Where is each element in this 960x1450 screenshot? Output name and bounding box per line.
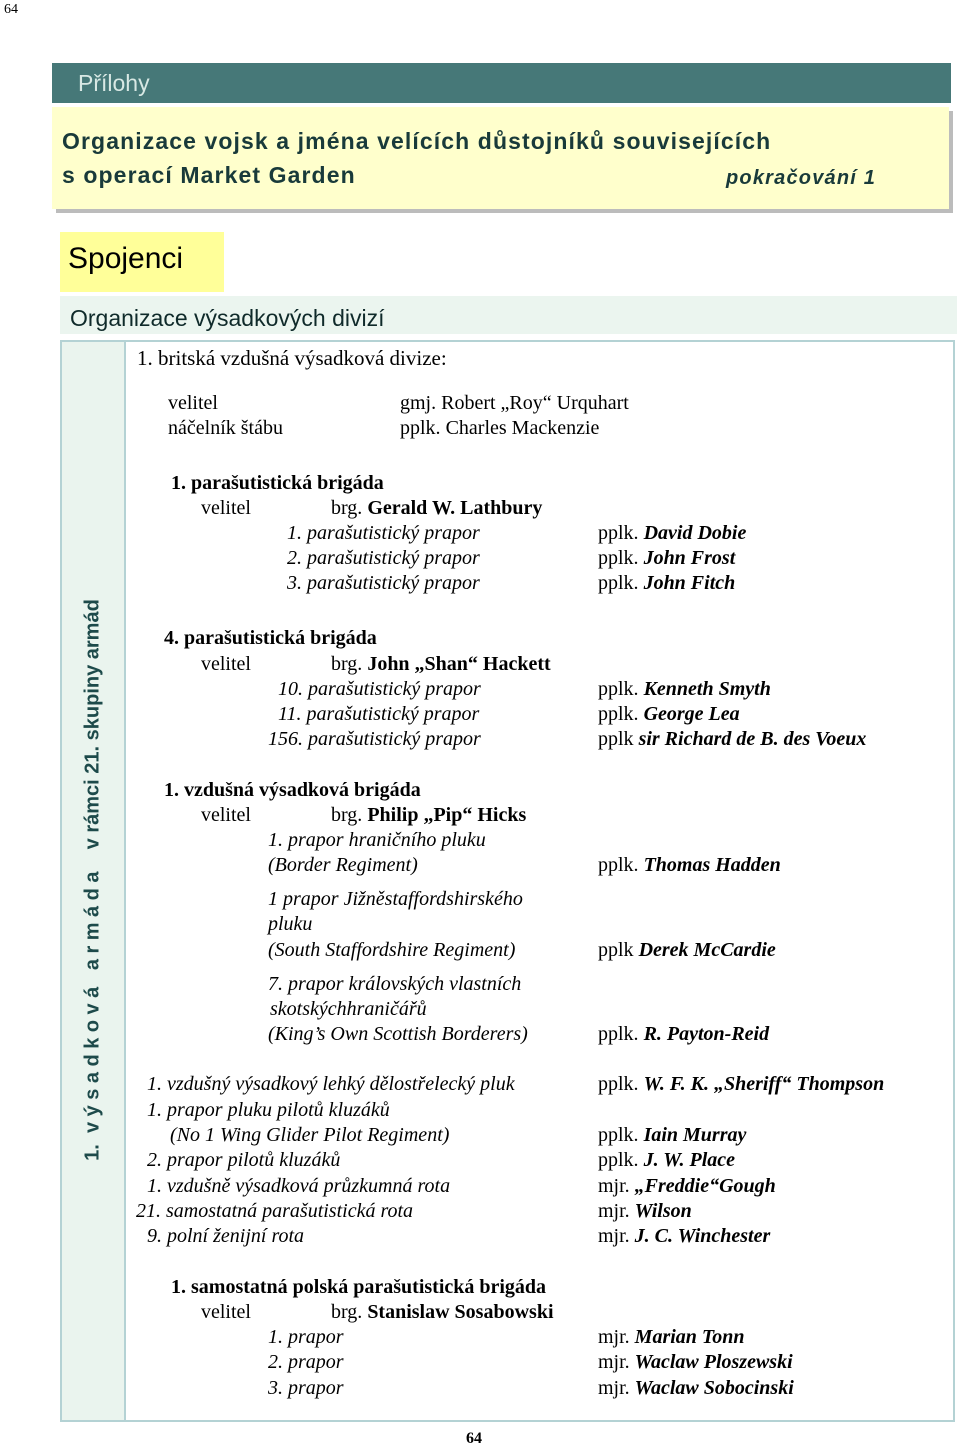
- airlanding-unit2-line1: 1 prapor Jižněstaffordshirského: [268, 888, 523, 910]
- division-commander-label: velitel: [168, 392, 218, 414]
- polish-unit-3: 3. prapor: [268, 1377, 344, 1399]
- polish-officer-1: mjr. Marian Tonn: [598, 1326, 745, 1348]
- polish-officer-3: mjr. Waclaw Sobocinski: [598, 1377, 794, 1399]
- polish-unit-1: 1. prapor: [268, 1326, 344, 1348]
- airlanding-unit1-line1: 1. prapor hraničního pluku: [268, 829, 486, 851]
- brigade4-unit-2: 11. parašutistický prapor: [278, 703, 480, 725]
- brigade4-officer-1: pplk. Kenneth Smyth: [598, 678, 771, 700]
- airlanding-unit3-line2: skotskýchhraničářů: [270, 998, 427, 1020]
- pathfinder-unit: 21. samostatná parašutistická rota: [136, 1200, 414, 1222]
- brigade4-commander-label: velitel: [201, 653, 251, 675]
- brigade1-officer-2: pplk. John Frost: [598, 547, 736, 569]
- artillery-officer: pplk. W. F. K. „Sheriff“ Thompson: [598, 1073, 885, 1095]
- brigade4-commander: brg. John „Shan“ Hackett: [331, 653, 551, 675]
- engineers-unit: 9. polní ženijní rota: [147, 1225, 305, 1247]
- airlanding-commander-label: velitel: [201, 804, 251, 826]
- brigade1-officer-3: pplk. John Fitch: [598, 572, 736, 594]
- airlanding-officer-2: pplk Derek McCardie: [598, 939, 776, 961]
- airlanding-unit3-line3: (King’s Own Scottish Borderers): [268, 1023, 528, 1045]
- brigade1-unit-3: 3. parašutistický prapor: [287, 572, 480, 594]
- airlanding-officer-1: pplk. Thomas Hadden: [598, 854, 781, 876]
- allies-label: Spojenci: [68, 242, 184, 275]
- brigade4-officer-3: pplk sir Richard de B. des Voeux: [598, 728, 867, 750]
- brigade1-officer-1: pplk. David Dobie: [598, 522, 747, 544]
- side-label-army: výsadková armáda: [81, 865, 104, 1134]
- brigade1-commander: brg. Gerald W. Lathbury: [331, 497, 543, 519]
- airlanding-unit3-line1: 7. prapor královských vlastních: [268, 973, 522, 995]
- division-chief-label: náčelník štábu: [168, 417, 283, 439]
- glider1-line2: (No 1 Wing Glider Pilot Regiment): [170, 1124, 450, 1146]
- side-label-prefix: 1.: [81, 1144, 104, 1161]
- polish-unit-2: 2. prapor: [268, 1351, 344, 1373]
- header-title-line1: Organizace vojsk a jména velících důstojníků souvisejících: [62, 128, 772, 154]
- page-number-top: 64: [4, 2, 18, 17]
- airlanding-unit2-line2: pluku: [268, 913, 313, 935]
- polish-title: 1. samostatná polská parašutistická brigáda: [171, 1276, 547, 1298]
- side-label: [82, 599, 105, 1161]
- section-title: Organizace výsadkových divizí: [70, 305, 385, 331]
- airlanding-title: 1. vzdušná výsadková brigáda: [164, 779, 421, 801]
- brigade4-unit-3: 156. parašutistický prapor: [268, 728, 481, 750]
- polish-commander: brg. Stanislaw Sosabowski: [331, 1301, 554, 1323]
- airlanding-commander: brg. Philip „Pip“ Hicks: [331, 804, 527, 826]
- pathfinder-officer: mjr. Wilson: [598, 1200, 692, 1222]
- recon-unit: 1. vzdušně výsadková průzkumná rota: [147, 1175, 451, 1197]
- header-title-line2: s operací Market Garden: [62, 162, 356, 188]
- airlanding-unit1-line2: (Border Regiment): [268, 854, 418, 876]
- recon-officer: mjr. „Freddie“Gough: [598, 1175, 776, 1197]
- appendix-bar: [52, 63, 951, 103]
- division-chief: pplk. Charles Mackenzie: [400, 417, 600, 439]
- glider2-officer: pplk. J. W. Place: [598, 1149, 736, 1171]
- brigade4-officer-2: pplk. George Lea: [598, 703, 740, 725]
- division-title: 1. britská vzdušná výsadková divize:: [137, 346, 447, 370]
- brigade1-unit-1: 1. parašutistický prapor: [287, 522, 480, 544]
- glider1-line1: 1. prapor pluku pilotů kluzáků: [147, 1099, 390, 1121]
- polish-officer-2: mjr. Waclaw Ploszewski: [598, 1351, 793, 1373]
- brigade4-title: 4. parašutistická brigáda: [164, 627, 377, 649]
- brigade1-title: 1. parašutistická brigáda: [171, 472, 384, 494]
- airlanding-unit2-line3: (South Staffordshire Regiment): [268, 939, 516, 961]
- appendix-title: Přílohy: [78, 70, 150, 96]
- airlanding-officer-3: pplk. R. Payton-Reid: [598, 1023, 770, 1045]
- brigade1-unit-2: 2. parašutistický prapor: [287, 547, 480, 569]
- header-box: [52, 107, 949, 209]
- brigade4-unit-1: 10. parašutistický prapor: [278, 678, 481, 700]
- page-number-bottom: 64: [466, 1430, 482, 1447]
- brigade1-commander-label: velitel: [201, 497, 251, 519]
- side-label-group: v rámci 21. skupiny armád: [81, 599, 104, 850]
- polish-commander-label: velitel: [201, 1301, 251, 1323]
- header-continuation: pokračování 1: [726, 167, 877, 189]
- division-commander: gmj. Robert „Roy“ Urquhart: [400, 392, 629, 414]
- glider2-unit: 2. prapor pilotů kluzáků: [147, 1149, 341, 1171]
- engineers-officer: mjr. J. C. Winchester: [598, 1225, 771, 1247]
- artillery-unit: 1. vzdušný výsadkový lehký dělostřelecký pluk: [147, 1073, 515, 1095]
- glider1-officer: pplk. Iain Murray: [598, 1124, 747, 1146]
